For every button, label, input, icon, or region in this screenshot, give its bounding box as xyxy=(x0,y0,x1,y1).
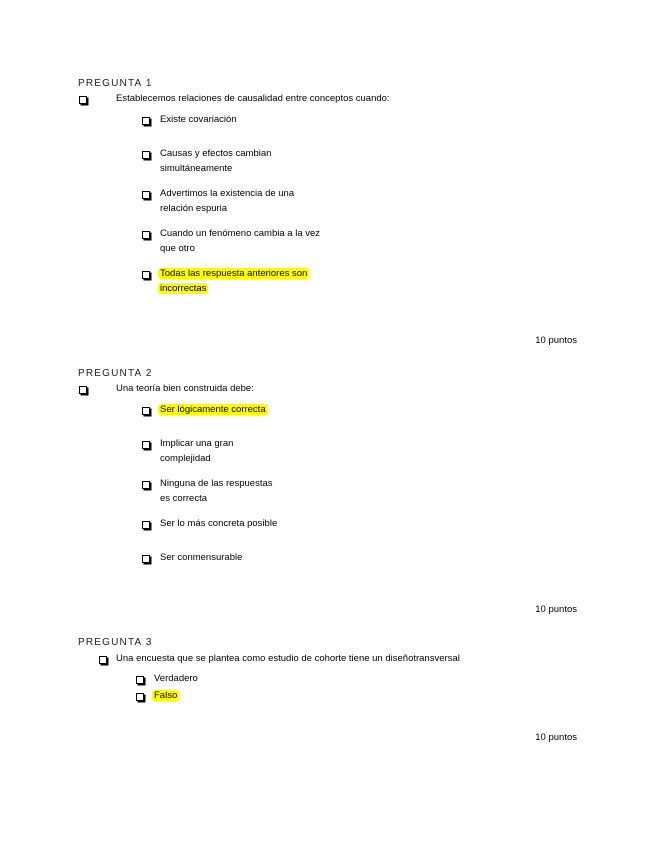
q3-option-1-text: Verdadero xyxy=(154,673,198,684)
q1-option-1[interactable] xyxy=(160,112,237,127)
q2-option-3[interactable] xyxy=(160,476,273,506)
q1-option-3-text-line2: relación espuria xyxy=(160,203,228,214)
q1-option-3[interactable] xyxy=(160,186,294,216)
q2-option-1[interactable] xyxy=(160,402,268,417)
question-2-label: PREGUNTA 2 xyxy=(78,368,153,379)
q1-option-3-text-line1: Advertimos la existencia de una xyxy=(160,188,295,199)
q1-option-5-text-line2: incorrectas xyxy=(160,283,207,294)
q2-option-2-text-line2: complejidad xyxy=(160,453,211,464)
question-1-checkbox[interactable] xyxy=(79,96,87,104)
question-2-checkbox[interactable] xyxy=(79,386,87,394)
q1-option-4-text-line1: Cuando un fenómeno cambia a la vez xyxy=(160,228,321,239)
q1-option-4[interactable] xyxy=(160,226,320,256)
q2-option-2[interactable] xyxy=(160,436,233,466)
q3-option-1[interactable] xyxy=(154,671,198,686)
q1-option-1-text: Existe covariación xyxy=(160,114,237,125)
q2-option-1-checkbox[interactable] xyxy=(142,407,150,415)
q1-option-2-text-line2: simultáneamente xyxy=(160,163,233,174)
question-3-checkbox[interactable] xyxy=(99,656,107,664)
q2-option-4[interactable] xyxy=(160,516,277,531)
question-1-points: 10 puntos xyxy=(535,335,577,346)
q1-option-2[interactable] xyxy=(160,146,271,176)
question-3-label: PREGUNTA 3 xyxy=(78,637,153,648)
q2-option-4-checkbox[interactable] xyxy=(142,521,150,529)
q1-option-3-checkbox[interactable] xyxy=(142,191,150,199)
q1-option-5-checkbox[interactable] xyxy=(142,271,150,279)
q1-option-4-text-line2: que otro xyxy=(160,243,195,254)
question-1-stem: Establecemos relaciones de causalidad entre conceptos cuando: xyxy=(116,93,390,104)
q2-option-5-text: Ser conmensurable xyxy=(160,552,243,563)
q3-option-2-text: Falso xyxy=(154,690,178,701)
q1-option-2-checkbox[interactable] xyxy=(142,151,150,159)
q2-option-5[interactable] xyxy=(160,550,242,565)
q2-option-3-checkbox[interactable] xyxy=(142,481,150,489)
q2-option-2-checkbox[interactable] xyxy=(142,441,150,449)
question-2-stem: Una teoría bien construida debe: xyxy=(116,383,254,394)
q3-option-2-checkbox[interactable] xyxy=(136,693,144,701)
q2-option-3-text-line2: es correcta xyxy=(160,493,207,504)
q2-option-4-text: Ser lo más concreta posible xyxy=(160,518,278,529)
q2-option-3-text-line1: Ninguna de las respuestas xyxy=(160,478,273,489)
q1-option-4-checkbox[interactable] xyxy=(142,231,150,239)
question-3-stem: Una encuesta que se plantea como estudio de cohorte tiene un diseñotransversal xyxy=(116,653,460,664)
q1-option-5-text-line1: Todas las respuesta anteriores son xyxy=(160,268,308,279)
q3-option-2[interactable] xyxy=(154,688,179,703)
q1-option-2-text-line1: Causas y efectos cambian xyxy=(160,148,272,159)
q2-option-2-text-line1: Implicar una gran xyxy=(160,438,234,449)
q1-option-1-checkbox[interactable] xyxy=(142,117,150,125)
q2-option-1-text: Ser lógicamente correcta xyxy=(160,404,266,415)
q1-option-5[interactable] xyxy=(160,266,309,296)
q2-option-5-checkbox[interactable] xyxy=(142,555,150,563)
question-2-points: 10 puntos xyxy=(535,604,577,615)
question-3-points: 10 puntos xyxy=(535,732,577,743)
q3-option-1-checkbox[interactable] xyxy=(136,676,144,684)
question-1-label: PREGUNTA 1 xyxy=(78,78,153,89)
